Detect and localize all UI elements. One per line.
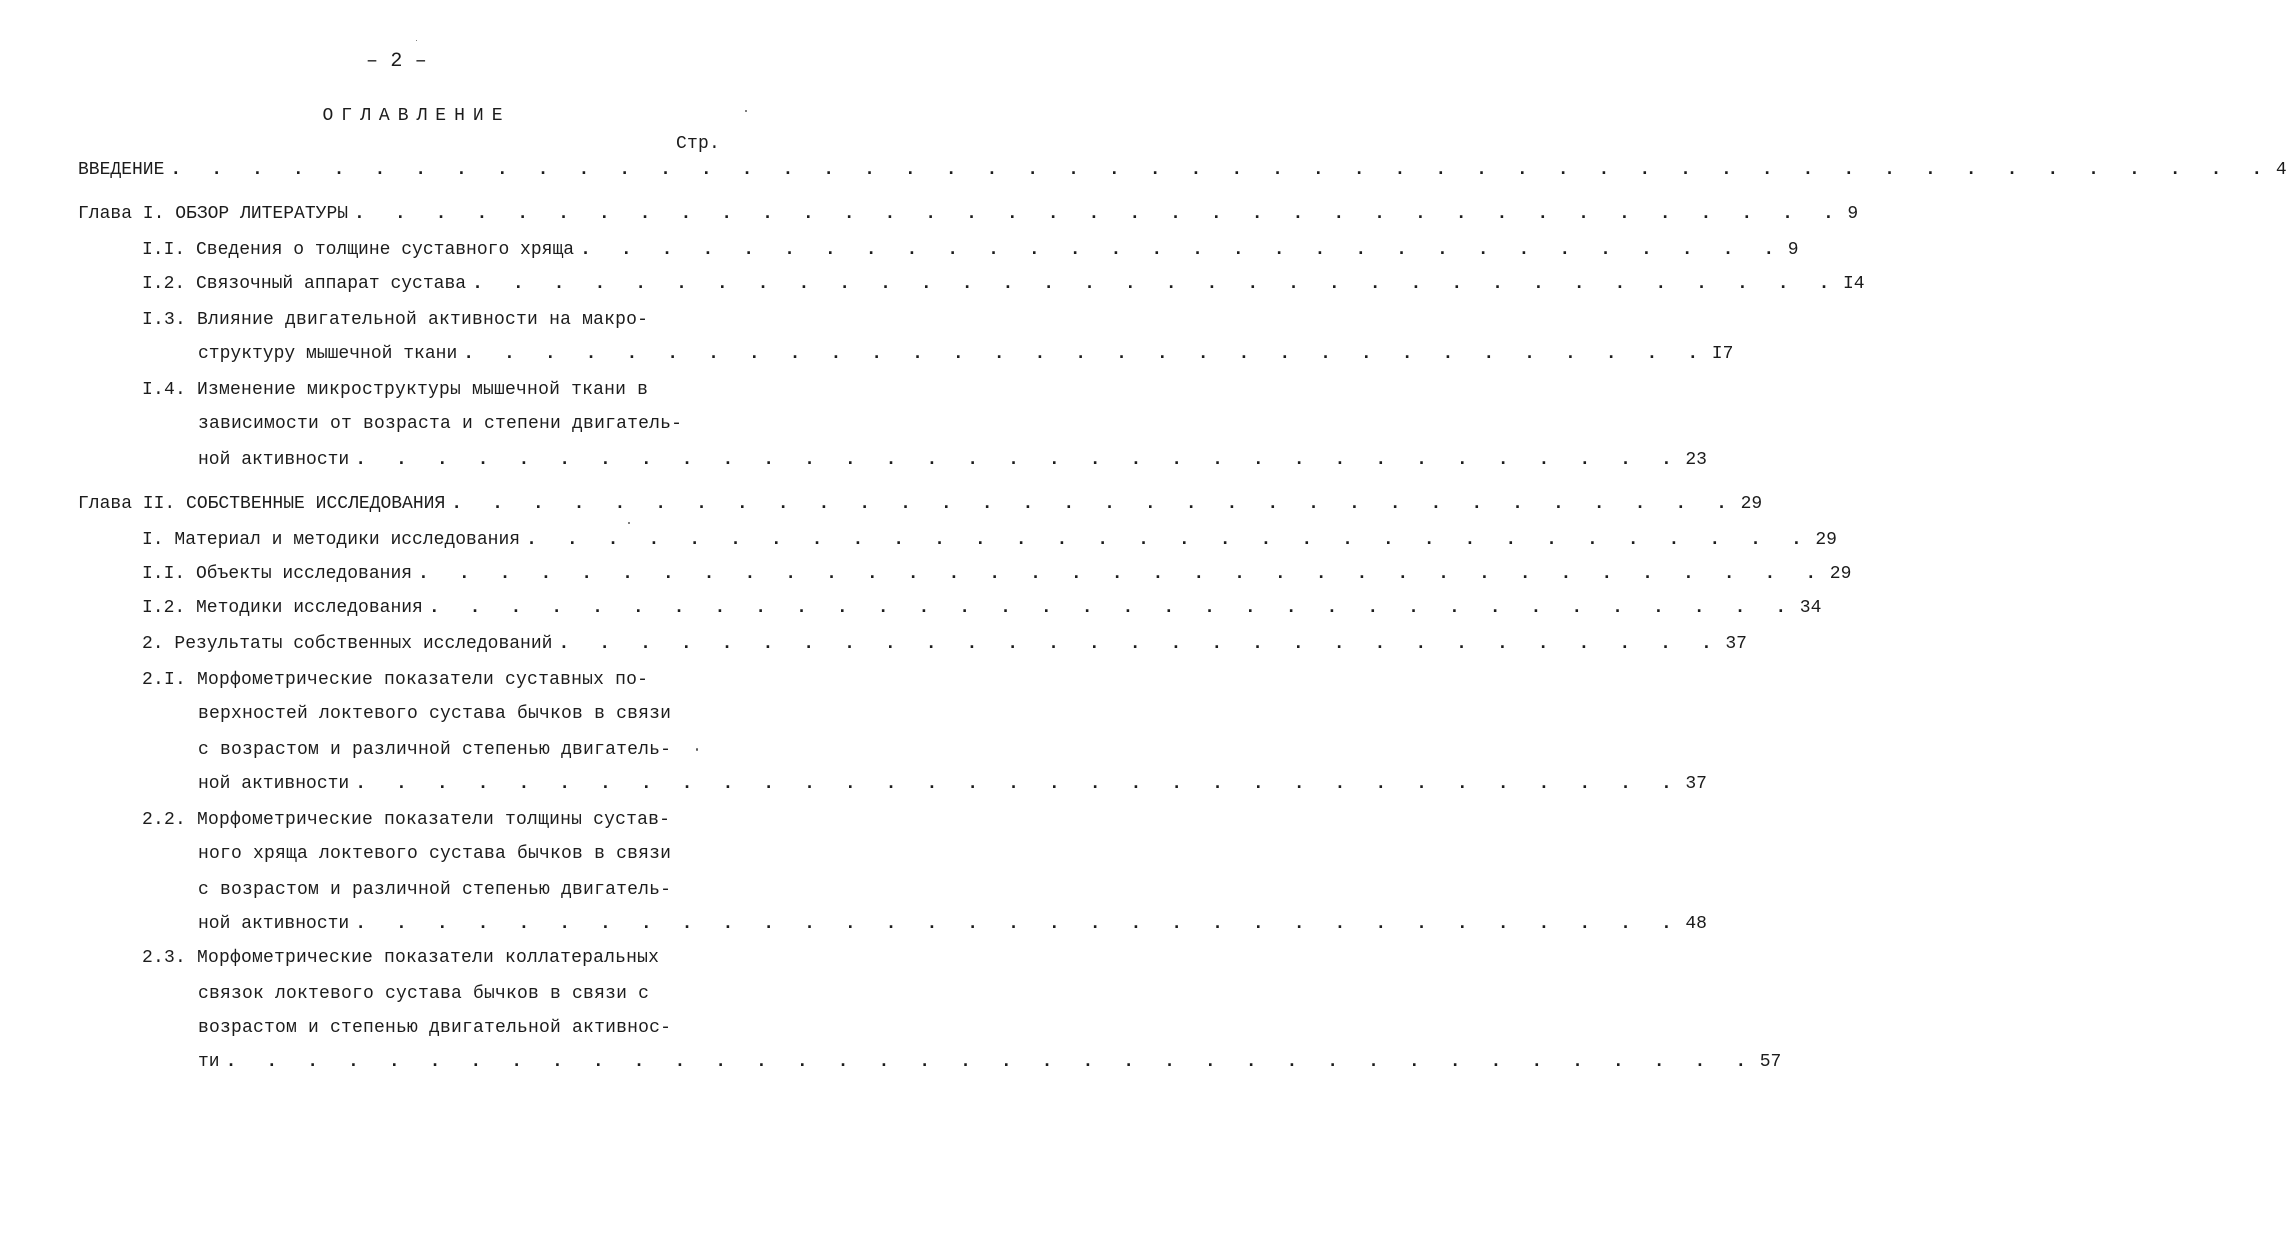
toc-entry-page: 57	[1759, 1052, 1782, 1072]
toc-entry-page: I7	[1711, 344, 1734, 364]
dot-leader: . . . . . . . . . . . . . . . . . . . . . . . . . . . . . . .	[463, 344, 1708, 364]
toc-entry-chapter-1	[78, 202, 1859, 226]
toc-entry-page: 23	[1685, 450, 1707, 470]
toc-entry-page: 48	[1685, 914, 1707, 934]
toc-entry-label: I. Материал и методики исследования	[142, 530, 521, 550]
toc-entry-label: I.2. Связочный аппарат сустава	[142, 274, 467, 294]
dot-leader: . . . . . . . . . . . . . . . . . . . . . . . . . . . . . . . . . .	[428, 598, 1796, 618]
toc-entry-2-2-2-line2: ного хряща локтевого сустава бычков в связи	[198, 844, 672, 864]
toc-entry-page: 29	[1829, 564, 1852, 584]
toc-entry-label: Глава I. ОБЗОР ЛИТЕРАТУРЫ	[78, 204, 349, 224]
dot-leader: . . . . . . . . . . . . . . . . . . . . . . . . . . . . . . . . . .	[472, 274, 1839, 294]
toc-entry-1-3-line1: I.3. Влияние двигательной активности на макро-	[142, 310, 649, 330]
toc-entry-2-1-2	[142, 596, 1822, 620]
toc-entry-label: ти	[198, 1052, 220, 1072]
dot-leader: . . . . . . . . . . . . . . . . . . . . . . . . . . . . . . . . . . . . . .	[225, 1052, 1756, 1072]
toc-entry-2-1-1	[142, 562, 1852, 586]
toc-entry-page: 9	[1787, 240, 1799, 260]
dot-leader: . . . . . . . . . . . . . . . . . . . . . . . . . . . . .	[558, 634, 1722, 654]
dot-leader: . . . . . . . . . . . . . . . . . . . . . . . . . . . . . . . . . . .	[418, 564, 1826, 584]
toc-entry-label: структуру мышечной ткани	[198, 344, 458, 364]
toc-entry-page: 9	[1847, 204, 1859, 224]
toc-entry-label: I.2. Методики исследования	[142, 598, 423, 618]
scan-speck	[416, 40, 417, 41]
toc-entry-label: ВВЕДЕНИЕ	[78, 160, 165, 180]
dot-leader: . . . . . . . . . . . . . . . . . . . . . . . . . . . . . . . . . . . . . . . . . . . . . . . . . . . .	[170, 160, 2272, 180]
scan-speck	[628, 522, 630, 524]
page-column-label: Стр.	[676, 134, 721, 154]
toc-entry-label: ной активности	[198, 914, 350, 934]
toc-entry-page: 34	[1799, 598, 1822, 618]
dot-leader: . . . . . . . . . . . . . . . . . . . . . . . . . . . . . . . . .	[355, 774, 1682, 794]
toc-entry-2-2-1-line3: с возрастом и различной степенью двигатель-	[198, 740, 672, 760]
toc-entry-1-4-line1: I.4. Изменение микроструктуры мышечной ткани в	[142, 380, 649, 400]
toc-entry-1-2	[142, 272, 1865, 296]
toc-entry-label: 2. Результаты собственных исследований	[142, 634, 553, 654]
toc-entry-label: Глава II. СОБСТВЕННЫЕ ИССЛЕДОВАНИЯ	[78, 494, 446, 514]
dot-leader: . . . . . . . . . . . . . . . . . . . . . . . . . . . . . . . . .	[355, 914, 1682, 934]
dot-leader: . . . . . . . . . . . . . . . . . . . . . . . . . . . . . .	[580, 240, 1784, 260]
toc-entry-2-2-3-line3: возрастом и степенью двигательной активнос-	[198, 1018, 672, 1038]
toc-entry-label: ной активности	[198, 774, 350, 794]
scan-speck	[745, 110, 747, 112]
toc-entry-2-2-3	[198, 1050, 1782, 1074]
toc-entry-2-2	[142, 632, 1747, 656]
toc-entry-2-2-3-line2: связок локтевого сустава бычков в связи с	[198, 984, 650, 1004]
toc-entry-1-4	[198, 448, 1707, 472]
toc-entry-label: ной активности	[198, 450, 350, 470]
dot-leader: . . . . . . . . . . . . . . . . . . . . . . . . . . . . . . . . .	[355, 450, 1682, 470]
toc-entry-chapter-2	[78, 492, 1763, 516]
toc-entry-page: 4	[2275, 160, 2287, 180]
toc-entry-1-4-line2: зависимости от возраста и степени двигатель-	[198, 414, 683, 434]
toc-entry-2-2-3-line1: 2.3. Морфометрические показатели коллатеральных	[142, 948, 660, 968]
toc-entry-2-2-1	[198, 772, 1707, 796]
dot-leader: . . . . . . . . . . . . . . . . . . . . . . . . . . . . . . . .	[451, 494, 1737, 514]
toc-entry-page: 29	[1740, 494, 1763, 514]
dot-leader: . . . . . . . . . . . . . . . . . . . . . . . . . . . . . . . .	[526, 530, 1812, 550]
scan-speck	[696, 748, 698, 751]
toc-entry-introduction	[78, 158, 2287, 182]
toc-entry-page: 37	[1725, 634, 1747, 654]
toc-entry-page: 37	[1685, 774, 1707, 794]
toc-entry-page: I4	[1842, 274, 1865, 294]
page-number: – 2 –	[365, 50, 427, 73]
toc-entry-page: 29	[1815, 530, 1837, 550]
dot-leader: . . . . . . . . . . . . . . . . . . . . . . . . . . . . . . . . . . . . .	[354, 204, 1844, 224]
toc-entry-2-1	[142, 528, 1837, 552]
toc-entry-label: I.I. Сведения о толщине суставного хряща	[142, 240, 575, 260]
toc-entry-1-1	[142, 238, 1799, 262]
toc-entry-label: I.I. Объекты исследования	[142, 564, 413, 584]
toc-entry-2-2-2	[198, 912, 1707, 936]
toc-entry-1-3	[198, 342, 1734, 366]
page-title: ОГЛАВЛЕНИЕ	[322, 106, 511, 126]
toc-entry-2-2-1-line1: 2.I. Морфометрические показатели суставных по-	[142, 670, 649, 690]
toc-entry-2-2-1-line2: верхностей локтевого сустава бычков в связи	[198, 704, 672, 724]
toc-entry-2-2-2-line3: с возрастом и различной степенью двигатель-	[198, 880, 672, 900]
toc-entry-2-2-2-line1: 2.2. Морфометрические показатели толщины сустав-	[142, 810, 671, 830]
